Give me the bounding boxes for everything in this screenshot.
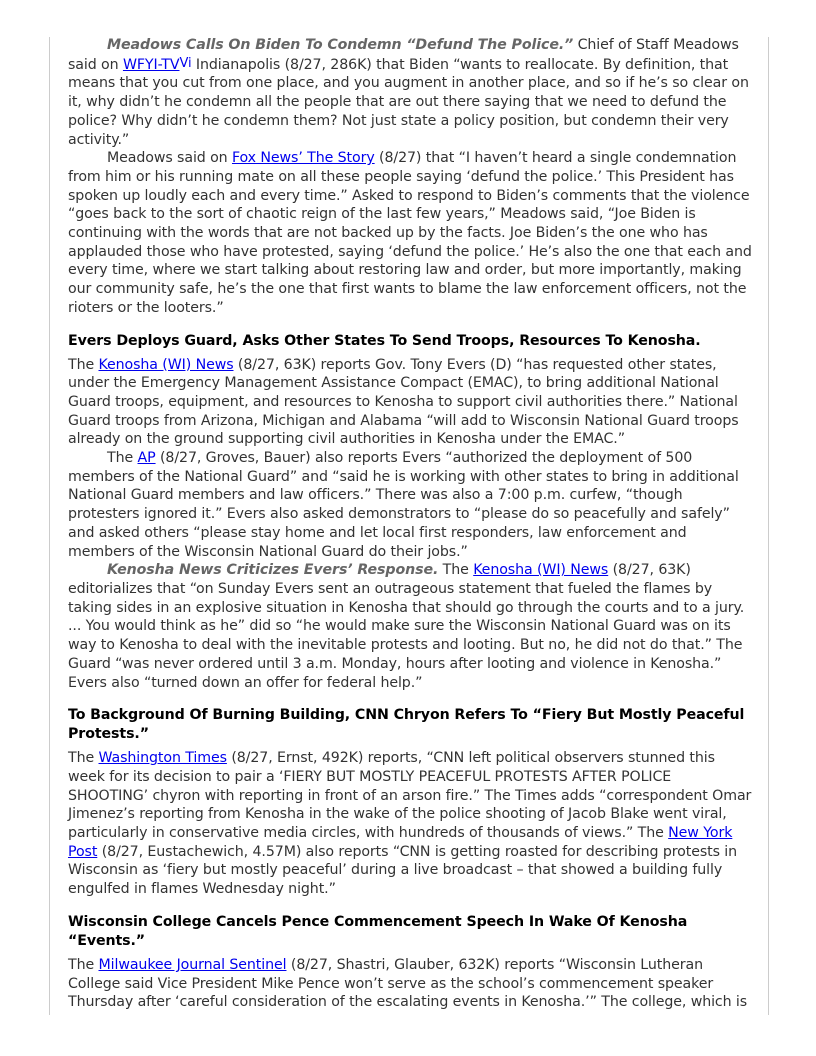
paragraph <box>68 149 752 317</box>
paragraph <box>68 956 752 1012</box>
section-headline: Evers Deploys Guard, Asks Other States To Send Troops, Resources To Kenosha. <box>68 332 701 349</box>
source-link[interactable]: Kenosha (WI) News <box>98 356 234 373</box>
source-link[interactable]: WFYI-TV <box>122 56 180 73</box>
paragraph <box>68 561 752 692</box>
body-text: (8/27, Eustachewich, 4.57M) also reports “CNN is getting roasted for describing protests in Wisconsin as ‘fiery but mostly peaceful’ during a live broadcast – that showed a building fully engulfed in flames Wednesday night.” <box>68 843 738 898</box>
body-text: The <box>107 450 138 467</box>
body-text: (8/27, 63K) reports Gov. Tony Evers (D) “has requested other states, under the Emergency Management Assistance Compact (EMAC), to bring additional National Guard troops, equipment, and resources to Kenosha to support civil authorities there.” National Guard troops from Arizona, Michigan and Alabama “will add to Wisconsin National Guard troops already on the ground supporting civil authorities in Kenosha under the EMAC.” <box>68 356 739 448</box>
paragraph <box>68 36 752 149</box>
paragraph <box>68 449 752 561</box>
paragraph <box>68 356 752 450</box>
body-text: (8/27, Groves, Bauer) also reports Evers “authorized the deployment of 500 members of the National Guard” and “said he is working with other states to bring in additional National Guard members and law officers.” There was also a 7:00 p.m. curfew, “though protesters ignored it.” Evers also asked demonstrators to “please do so peacefully and safely” and asked others “please stay home and let local first responders, law enforcement and members of the Wisconsin National Guard do their jobs.” <box>68 450 739 560</box>
source-link[interactable]: New York Post <box>68 825 733 860</box>
body-text: (8/27, Shastri, Glauber, 632K) reports “Wisconsin Lutheran College said Vice President Mike Pence won’t serve as the school’s commencement speaker Thursday after ‘careful consideration of the escalating events in Kenosha.’” The college, which is <box>68 956 748 1011</box>
section-headline: Wisconsin College Cancels Pence Commencement Speech In Wake Of Kenosha “Events.” <box>68 913 688 949</box>
body-text: (8/27) that “I haven’t heard a single condemnation from him or his running mate on all these people saying ‘defund the police.’ This President has spoken up loudly each and every time.” Asked to respond to Biden’s comments that the violence “goes back to the sort of chaotic reign of the last few years,” Meadows said, “Joe Biden is continuing with the words that are not backed up by the facts. Joe Biden’s the one who has applauded those who have protested, saying ‘defund the police.’ He’s also the one that each and every time, where we start talking about restoring law and order, but more importantly, making our community safe, he’s the one that first wants to blame the law enforcement officers, not the rioters or the looters.” <box>68 150 752 316</box>
body-text: The <box>68 956 99 973</box>
body-text: The <box>68 356 99 373</box>
document-body <box>68 36 752 1012</box>
body-text: The <box>68 750 99 767</box>
body-text: Indianapolis (8/27, 286K) that Biden “wants to reallocate. By definition, that means that you cut from one place, and you augment in another place, and so if he’s so clear on it, why didn’t he condemn all the people that are out there saying that we need to defund the police? Why didn’t he condemn them? Not just state a policy position, but condemn their very activity.” <box>68 56 749 148</box>
body-text: (8/27, Ernst, 492K) reports, “CNN left political observers stunned this week for its decision to pair a ‘FIERY BUT MOSTLY PEACEFUL PROTESTS AFTER POLICE SHOOTING’ chyron with reporting in front of an arson fire.” The Times adds “correspondent Omar Jimenez’s reporting from Kenosha in the wake of the police shooting of Jacob Blake went viral, particularly in conservative media circles, with hundreds of thousands of views.” The <box>68 750 752 842</box>
section-headline: To Background Of Burning Building, CNN Chryon Refers To “Fiery But Mostly Peaceful Protests.” <box>68 707 745 743</box>
source-link[interactable]: Kenosha (WI) News <box>473 562 609 579</box>
body-text: Chief of Staff Meadows said on <box>68 37 739 73</box>
lead-in-headline: Meadows Calls On Biden To Condemn “Defund The Police.” <box>107 37 574 53</box>
body-text: Meadows said on <box>107 150 232 167</box>
source-link[interactable]: Milwaukee Journal Sentinel <box>98 956 287 973</box>
source-link[interactable]: Washington Times <box>98 750 227 767</box>
paragraph <box>68 749 752 899</box>
superscript-note: Vi <box>179 55 192 71</box>
source-link[interactable]: Fox News’ The Story <box>231 150 375 167</box>
lead-in-headline: Kenosha News Criticizes Evers’ Response. <box>107 562 439 579</box>
body-text: The <box>438 562 474 579</box>
body-text: (8/27, 63K) editorializes that “on Sunday Evers sent an outrageous statement that fueled the flames by taking sides in an explosive situation in Kenosha that should go through the courts and to a jury. ... You would think as he” did so “he would make sure the Wisconsin National Guard was on its way to Kenosha to deal with the inevitable protests and looting. But no, he did not do that.” The Guard “was never ordered until 3 a.m. Monday, hours after looting and violence in Kenosha.” Evers also “turned down an offer for federal help.” <box>68 562 745 691</box>
source-link[interactable]: AP <box>137 450 156 467</box>
